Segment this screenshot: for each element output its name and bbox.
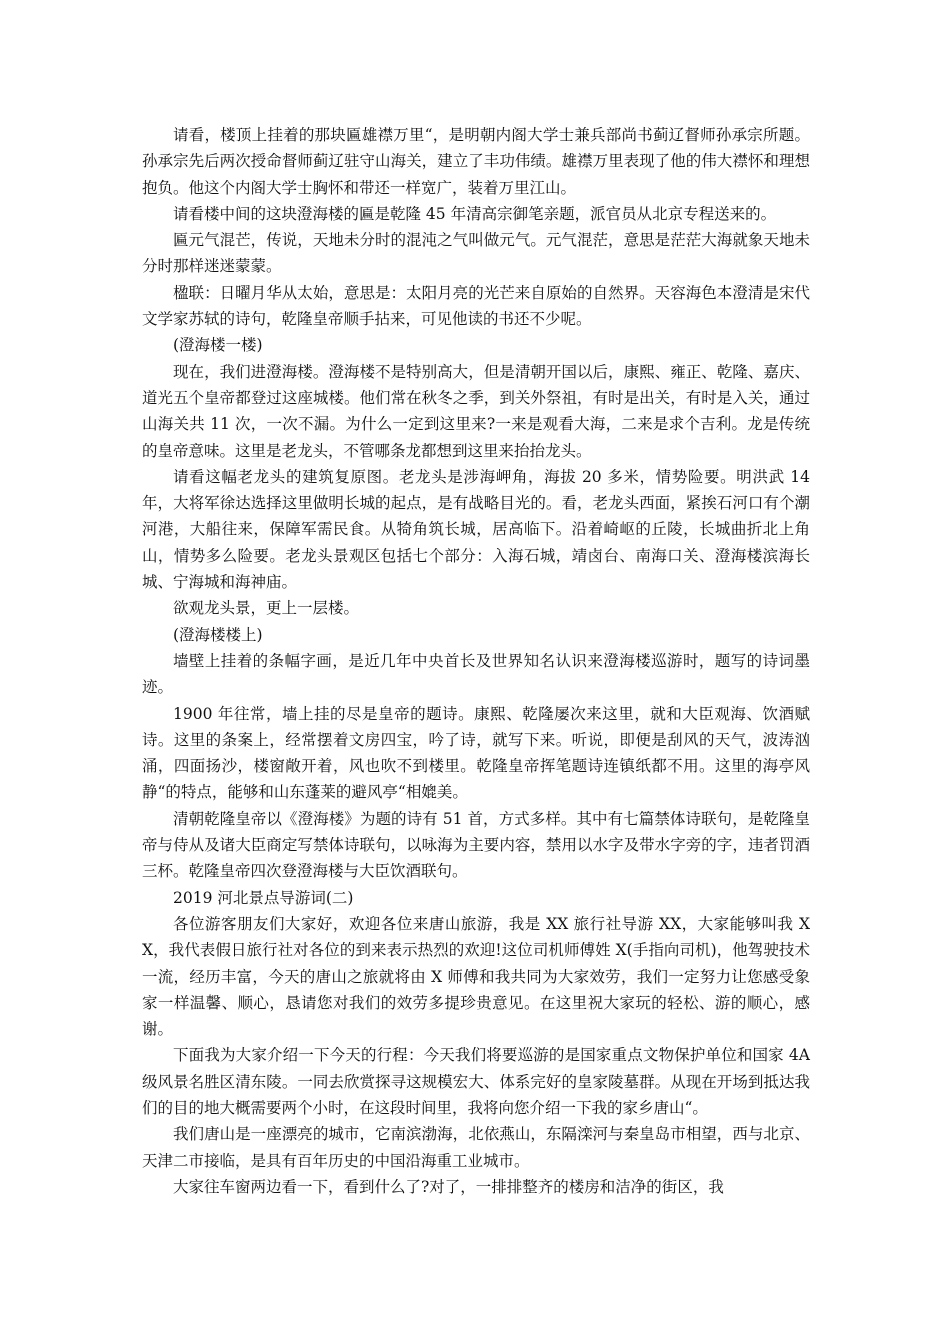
paragraph: 大家往车窗两边看一下，看到什么了?对了，一排排整齐的楼房和洁净的街区，我 — [173, 1177, 724, 1196]
paragraph: 我们唐山是一座漂亮的城市，它南滨渤海，北依燕山，东隔滦河与秦皇岛市相望，西与北京、天津二市接临，是具有百年历史的中国沿海重工业城市。 — [142, 1125, 810, 1170]
paragraph: 请看楼中间的这块澄海楼的匾是乾隆 45 年清高宗御笔亲题，派官员从北京专程送来的。 — [173, 204, 777, 223]
paragraph: 楹联：日曜月华从太始，意思是：太阳月亮的光芒来自原始的自然界。天容海色本澄清是宋代文学家苏轼的诗句，乾隆皇帝顺手拈来，可见他读的书还不少呢。 — [142, 283, 810, 329]
paragraph: 下面我为大家介绍一下今天的行程：今天我们将要巡游的是国家重点文物保护单位和国家 4A 级风景名胜区清东陵。一同去欣赏探寻这规模宏大、体系完好的皇家陵墓群。从现在开场到抵达我们的目的地大概需要两个小时，在这段时间里，我将向您介绍一下我的家乡唐山“。 — [142, 1046, 810, 1117]
paragraph: 现在，我们进澄海楼。澄海楼不是特别高大，但是清朝开国以后，康熙、雍正、乾隆、嘉庆、道光五个皇帝都登过这座城楼。他们常在秋冬之季，到关外祭祖，有时是出关，有时是入关，通过山海关共 11 次，一次不漏。为什么一定到这里来?一来是观看大海，二来是求个吉利。龙是传统的皇帝意味。这里是老龙头，不管哪条龙都想到这里来抬抬龙头。 — [142, 362, 810, 460]
paragraph: 墙壁上挂着的条幅字画，是近几年中央首长及世界知名认识来澄海楼巡游时，题写的诗词墨迹。 — [142, 651, 810, 697]
paragraph: 请看，楼顶上挂着的那块匾雄襟万里“，是明朝内阁大学士兼兵部尚书蓟辽督师孙承宗所题。孙承宗先后两次授命督师蓟辽驻守山海关，建立了丰功伟绩。雄襟万里表现了他的伟大襟怀和理想抱负。他这个内阁大学士胸怀和带还一样宽广，装着万里江山。 — [142, 126, 810, 197]
document-body — [142, 122, 810, 1200]
paragraph: 欲观龙头景，更上一层楼。 — [173, 599, 360, 618]
section-heading: 2019 河北景点导游词(二) — [173, 888, 354, 907]
paragraph: 清朝乾隆皇帝以《澄海楼》为题的诗有 51 首，方式多样。其中有七篇禁体诗联句，是乾隆皇帝与侍从及诸大臣商定写禁体诗联句，以咏海为主要内容，禁用以水字及带水字旁的字，违者罚酒三杯。乾隆皇帝四次登澄海楼与大臣饮酒联句。 — [142, 809, 810, 881]
paragraph: 各位游客朋友们大家好，欢迎各位来唐山旅游，我是 XX 旅行社导游 XX，大家能够叫我 XX，我代表假日旅行社对各位的到来表示热烈的欢迎!这位司机师傅姓 X(手指向司机)，他驾驶技术一流，经历丰富，今天的唐山之旅就将由 X 师傅和我共同为大家效劳，我们一定努力让您感受象家一样温馨、顺心，恳请您对我们的效劳多提珍贵意见。在这里祝大家玩的轻松、游的顺心，感谢。 — [142, 914, 810, 1039]
section-note: (澄海楼一楼) — [173, 336, 263, 355]
paragraph: 匾元气混芒，传说，天地未分时的混沌之气叫做元气。元气混茫，意思是茫茫大海就象天地未分时那样迷迷蒙蒙。 — [142, 231, 810, 276]
paragraph: 请看这幅老龙头的建筑复原图。老龙头是涉海岬角，海拔 20 多米，情势险要。明洪武 14 年，大将军徐达选择这里做明长城的起点，是有战略目光的。看，老龙头西面，紧挨石河口有个潮河港，大船往来，保障军需民食。从犄角筑长城，居高临下。沿着崎岖的丘陵，长城曲折北上角山，情势多么险要。老龙头景观区包括七个部分：入海石城，靖卤台、南海口关、澄海楼滨海长城、宁海城和海神庙。 — [142, 467, 810, 592]
section-note: (澄海楼楼上) — [173, 625, 263, 644]
paragraph: 1900 年往常，墙上挂的尽是皇帝的题诗。康熙、乾隆屡次来这里，就和大臣观海、饮酒赋诗。这里的条案上，经常摆着文房四宝，吟了诗，就写下来。听说，即便是刮风的天气，波涛汹涌，四面扬沙，楼窗敞开着，风也吹不到楼里。乾隆皇帝挥笔题诗连镇纸都不用。这里的海亭风静“的特点，能够和山东蓬莱的避风亭“相媲美。 — [142, 704, 810, 802]
